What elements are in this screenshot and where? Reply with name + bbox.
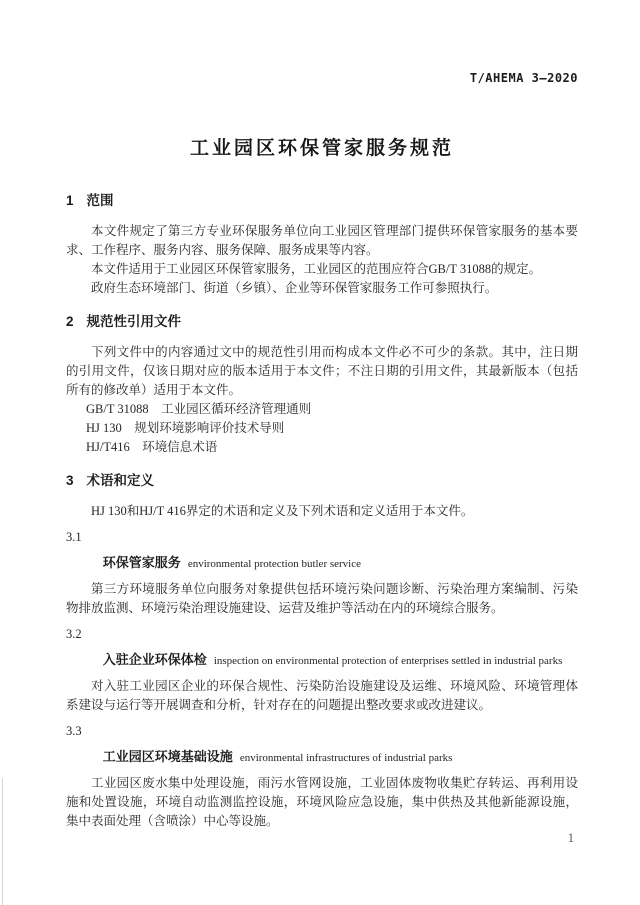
section-2-number: 2 [66, 314, 74, 329]
scan-edge-artifact [2, 778, 3, 905]
term-clause-number: 3.3 [66, 724, 82, 738]
section-2-paragraph: 下列文件中的内容通过文中的规范性引用而构成本文件必不可少的条款。其中，注日期的引用文件，仅该日期对应的版本适用于本文件；不注日期的引用文件，其最新版本（包括所有的修改单）适用于本文件。 [66, 345, 578, 397]
section-1-heading [66, 192, 578, 210]
document-title: 工业园区环保管家服务规范 [189, 138, 454, 159]
standard-code: T/AHEMA 3—2020 [469, 71, 578, 85]
section-3-paragraph: HJ 130和HJ/T 416界定的术语和定义及下列术语和定义适用于本文件。 [91, 504, 474, 518]
page-number: 1 [567, 831, 574, 845]
term-name-zh: 环保管家服务 [102, 555, 181, 570]
term-definition: 工业园区废水集中处理设施，雨污水管网设施，工业固体废物收集贮存转运、再利用设施和处置设施，环境自动监测监控设施，环境风险应急设施，集中供热及其他新能源设施，集中表面处理（含喷涂）中心等设施。 [66, 776, 578, 828]
section-3-heading [66, 472, 578, 490]
term-clause-number: 3.2 [66, 627, 82, 641]
term-clause-number: 3.1 [66, 530, 82, 544]
section-1-paragraph: 政府生态环境部门、街道（乡镇）、企业等环保管家服务工作可参照执行。 [91, 281, 498, 295]
normative-reference: GB/T 31088 工业园区循环经济管理通则 [86, 402, 312, 416]
term-name-zh: 入驻企业环保体检 [102, 652, 207, 667]
section-1-paragraph: 本文件规定了第三方专业环保服务单位向工业园区管理部门提供环保管家服务的基本要求、工作程序、服务内容、服务保障、服务成果等内容。 [66, 224, 578, 257]
term-entry [66, 651, 578, 670]
term-name-zh: 工业园区环境基础设施 [102, 749, 233, 764]
normative-reference: HJ 130 规划环境影响评价技术导则 [86, 421, 285, 435]
section-1-title: 范围 [86, 193, 114, 208]
section-3-title: 术语和定义 [86, 473, 155, 488]
section-1-paragraph: 本文件适用于工业园区环保管家服务，工业园区的范围应符合GB/T 31088的规定。 [91, 262, 542, 276]
section-2-heading [66, 313, 578, 331]
term-entry [66, 554, 578, 573]
term-name-en: environmental infrastructures of industrial parks [239, 752, 453, 764]
term-name-en: inspection on environmental protection of enterprises settled in industrial parks [213, 655, 563, 667]
section-2-title: 规范性引用文件 [86, 314, 182, 329]
term-entry [66, 748, 578, 767]
section-1-number: 1 [66, 193, 74, 208]
normative-reference: HJ/T416 环境信息术语 [86, 440, 218, 454]
term-name-en: environmental protection butler service [187, 558, 361, 570]
section-3-number: 3 [66, 473, 74, 488]
term-definition: 对入驻工业园区企业的环保合规性、污染防治设施建设及运维、环境风险、环境管理体系建设与运行等开展调查和分析，针对存在的问题提出整改要求或改进建议。 [66, 679, 578, 712]
term-definition: 第三方环境服务单位向服务对象提供包括环境污染问题诊断、污染治理方案编制、污染物排放监测、环境污染治理设施建设、运营及维护等活动在内的环境综合服务。 [66, 582, 578, 615]
